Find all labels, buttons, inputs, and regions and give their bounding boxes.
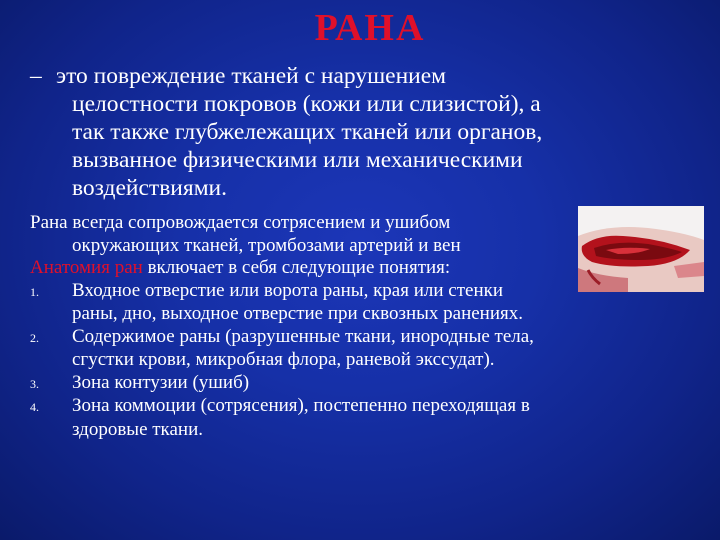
concussion-line: окружающих тканей, тромбозами артерий и вен: [72, 234, 461, 256]
list-item-continuation: здоровые ткани.: [72, 418, 204, 440]
definition-line: вызванное физическими или механическими: [72, 147, 523, 173]
list-item: [30, 372, 710, 396]
list-item-continuation: сгустки крови, микробная флора, раневой экссудат).: [72, 349, 495, 370]
list-number: 3.: [30, 376, 39, 391]
definition-line: [30, 62, 690, 90]
list-text: Зона коммоции (сотрясения), постепенно переходящая в: [72, 395, 530, 416]
anatomy-rest: включает в себя следующие понятия:: [142, 257, 451, 278]
list-number: 4.: [30, 400, 39, 414]
list-item-continuation: раны, дно, выходное отверстие при сквозных ранениях.: [72, 303, 523, 324]
wound-photo: [578, 206, 704, 292]
definition-block: [30, 62, 690, 202]
dash-mark: –: [30, 63, 42, 89]
list-number: 1.: [30, 284, 39, 299]
list-item: [30, 326, 710, 350]
anatomy-term: Анатомия ран: [30, 257, 143, 278]
definition-line: так также глубжележащих тканей или органов,: [72, 119, 543, 145]
slide-title: РАНА: [314, 7, 426, 49]
list-number: 2.: [30, 330, 39, 345]
definition-text: это повреждение тканей с нарушением: [56, 63, 447, 89]
list-item: [30, 395, 710, 419]
concussion-line: Рана всегда сопровождается сотрясением и ушибом: [30, 212, 451, 233]
list-text: Зона контузии (ушиб): [72, 371, 250, 393]
definition-line: воздействиями.: [72, 175, 228, 201]
list-text: Содержимое раны (разрушенные ткани, инородные тела,: [72, 325, 534, 347]
list-text: Входное отверстие или ворота раны, края или стенки: [72, 279, 504, 301]
definition-line: целостности покровов (кожи или слизистой), а: [72, 91, 541, 117]
wound-illustration: [578, 206, 704, 292]
